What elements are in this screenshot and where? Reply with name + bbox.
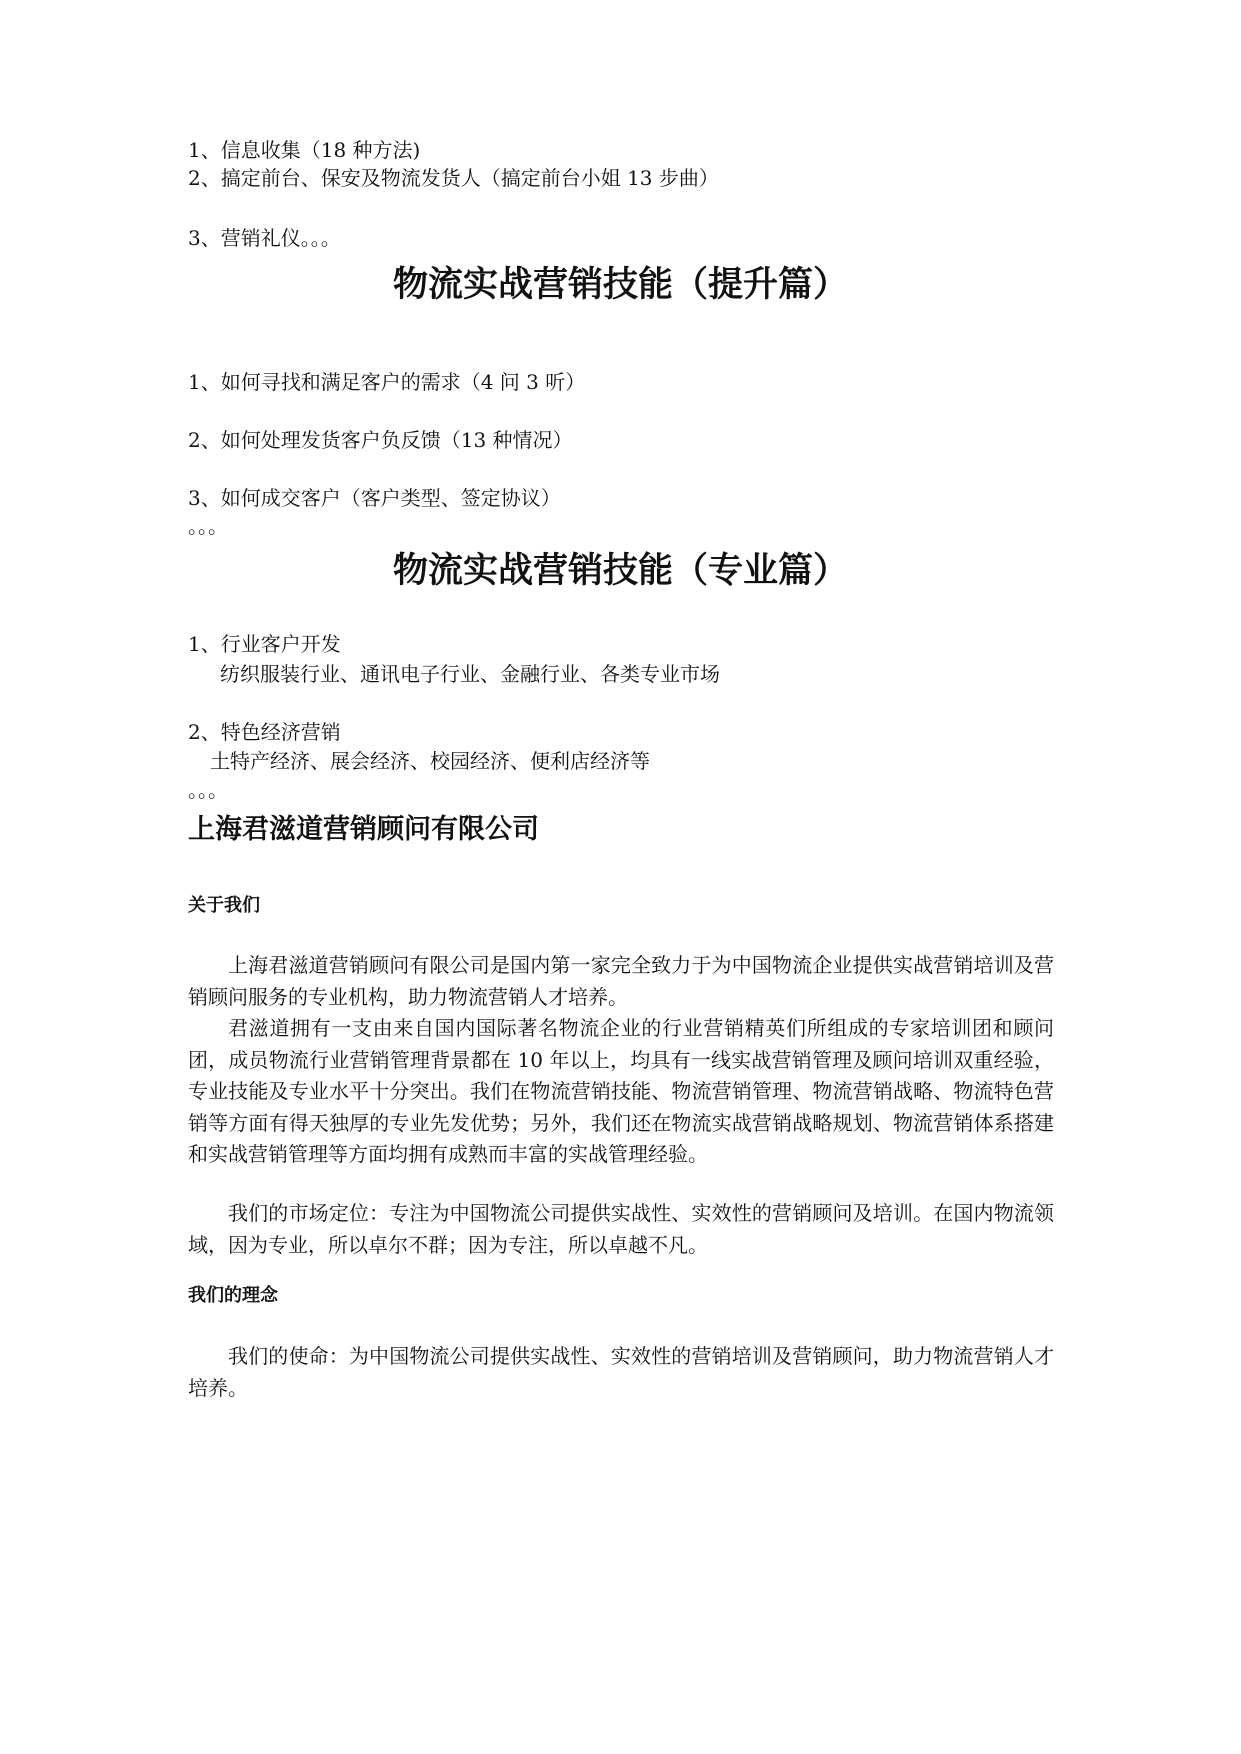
advanced-ellipsis: 。。。: [188, 514, 228, 538]
advanced-item-2: 2、如何处理发货客户负反馈（13 种情况）: [188, 428, 573, 452]
intro-item-2: 2、搞定前台、保安及物流发货人（搞定前台小姐 13 步曲）: [188, 166, 719, 190]
intro-item-3: 3、营销礼仪。。。: [188, 226, 341, 250]
company-name: 上海君滋道营销顾问有限公司: [188, 814, 539, 845]
intro-item-1: 1、信息收集（18 种方法): [188, 138, 421, 162]
section-title-professional: 物流实战营销技能（专业篇）: [392, 551, 848, 591]
about-paragraph-3: 我们的市场定位：专注为中国物流公司提供实战性、实效性的营销顾问及培训。在国内物流领域，因为专业，所以卓尔不群；因为专注，所以卓越不凡。: [188, 1201, 1054, 1257]
about-heading: 关于我们: [188, 895, 260, 916]
professional-item-1-detail: 纺织服装行业、通讯电子行业、金融行业、各类专业市场: [220, 662, 720, 686]
section-title-advanced: 物流实战营销技能（提升篇）: [392, 265, 848, 305]
advanced-item-3: 3、如何成交客户（客户类型、签定协议）: [188, 486, 561, 510]
mission-paragraph: 我们的使命：为中国物流公司提供实战性、实效性的营销培训及营销顾问，助力物流营销人才培养。: [188, 1344, 1054, 1400]
philosophy-heading: 我们的理念: [188, 1285, 278, 1306]
about-paragraph-1: 上海君滋道营销顾问有限公司是国内第一家完全致力于为中国物流企业提供实战营销培训及营销顾问服务的专业机构，助力物流营销人才培养。: [188, 953, 1054, 1009]
professional-item-1: 1、行业客户开发: [188, 632, 341, 656]
advanced-item-1: 1、如何寻找和满足客户的需求（4 问 3 听）: [188, 370, 586, 394]
professional-ellipsis: 。。。: [188, 778, 228, 802]
professional-item-2: 2、特色经济营销: [188, 720, 341, 744]
about-paragraph-2: 君滋道拥有一支由来自国内国际著名物流企业的行业营销精英们所组成的专家培训团和顾问团，成员物流行业营销管理背景都在 10 年以上，均具有一线实战营销管理及顾问培训双重经验，专业技能及专业水平十分突出。我们在物流营销技能、物流营销管理、物流营销战略、物流特色营销等方面有得天独厚的专业先发优势；另外，我们还在物流实战营销战略规划、物流营销体系搭建和实战营销管理等方面均拥有成熟而丰富的实战管理经验。: [188, 1016, 1054, 1166]
professional-item-2-detail: 土特产经济、展会经济、校园经济、便利店经济等: [210, 749, 650, 773]
